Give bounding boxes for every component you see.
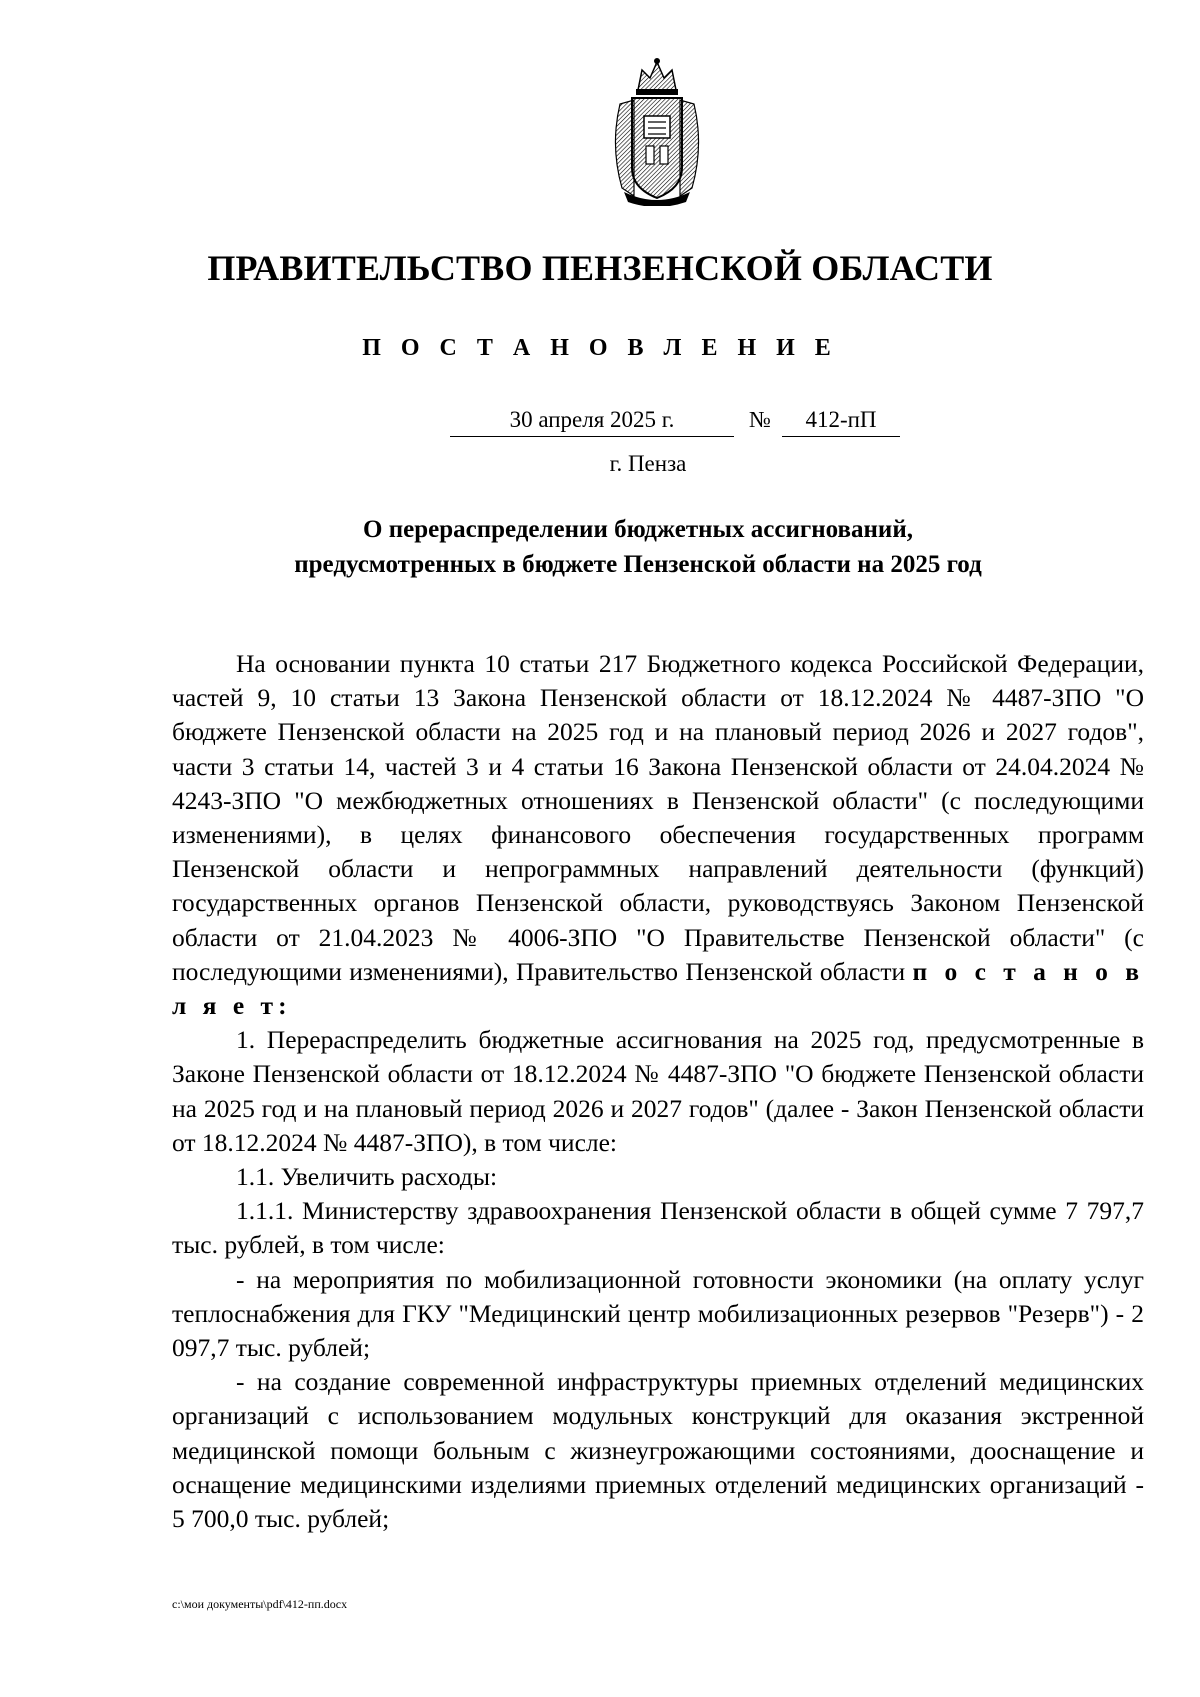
coat-of-arms-emblem bbox=[606, 56, 708, 206]
resolution-body bbox=[172, 647, 1144, 1536]
government-title: ПРАВИТЕЛЬСТВО ПЕНЗЕНСКОЙ ОБЛАСТИ bbox=[207, 248, 993, 288]
subject-line-2: предусмотренных в бюджете Пензенской области на 2025 год bbox=[294, 551, 982, 578]
body-paragraph-6: - на создание современной инфраструктуры приемных отделений медицинских организаций с использованием модульных конструкций для оказания экстренной медицинской помощи больным с жизнеугрожающими состояниями, дооснащение и оснащение медицинскими изделиями приемных отделений медицинских организаций - 5 700,0 тыс. рублей; bbox=[172, 1367, 1144, 1534]
body-paragraph-1 bbox=[172, 647, 1144, 1023]
footer-file-path: c:\мои документы\pdf\412-пп.docx bbox=[172, 1597, 348, 1611]
number-sign: № bbox=[749, 407, 771, 432]
document-type-heading: П О С Т А Н О В Л Е Н И Е bbox=[362, 335, 838, 361]
body-paragraph-3: 1.1. Увеличить расходы: bbox=[236, 1162, 498, 1192]
decree-keyword: п о с т а н о в л я е т: bbox=[172, 956, 1145, 1021]
body-paragraph-4: 1.1.1. Министерству здравоохранения Пензенской области в общей сумме 7 797,7 тыс. рублей, в том числе: bbox=[172, 1196, 1144, 1260]
body-paragraph-5: - на мероприятия по мобилизационной готовности экономики (на оплату услуг теплоснабжения для ГКУ "Медицинский центр мобилизационных резервов "Резерв") - 2 097,7 тыс. рублей; bbox=[172, 1264, 1144, 1363]
resolution-date: 30 апреля 2025 г. bbox=[450, 406, 734, 437]
city-label: г. Пенза bbox=[609, 451, 687, 476]
body-paragraph-2: 1. Перераспределить бюджетные ассигнования на 2025 год, предусмотренные в Законе Пензенской области от 18.12.2024 № 4487-ЗПО "О бюджете Пензенской области на 2025 год и на плановый период 2026 и 2027 годов" (далее - Закон Пензенской области от 18.12.2024 № 4487-ЗПО), в том числе: bbox=[172, 1025, 1144, 1157]
subject-line-1: О перераспределении бюджетных ассигнований, bbox=[363, 516, 913, 543]
resolution-subject bbox=[0, 512, 1200, 582]
preamble-text: На основании пункта 10 статьи 217 Бюджетного кодекса Российской Федерации, частей 9, 10 статьи 13 Закона Пензенской области от 18.12.2024 № 4487-ЗПО "О бюджете Пензенской области на 2025 год и на плановый период 2026 и 2027 годов", части 3 статьи 14, частей 3 и 4 статьи 16 Закона Пензенской области от 24.04.2024 № 4243-ЗПО "О межбюджетных отношениях в Пензенской области" (с последующими изменениями), в целях финансового обеспечения государственных программ Пензенской области и непрограммных направлений деятельности (функций) государственных органов Пензенской области, руководствуясь Законом Пензенской области от 21.04.2023 № 4006-ЗПО "О Правительстве Пензенской области" (с последующими изменениями), Правительство Пензенской области bbox=[172, 649, 1144, 986]
resolution-number: 412-пП bbox=[782, 406, 900, 437]
